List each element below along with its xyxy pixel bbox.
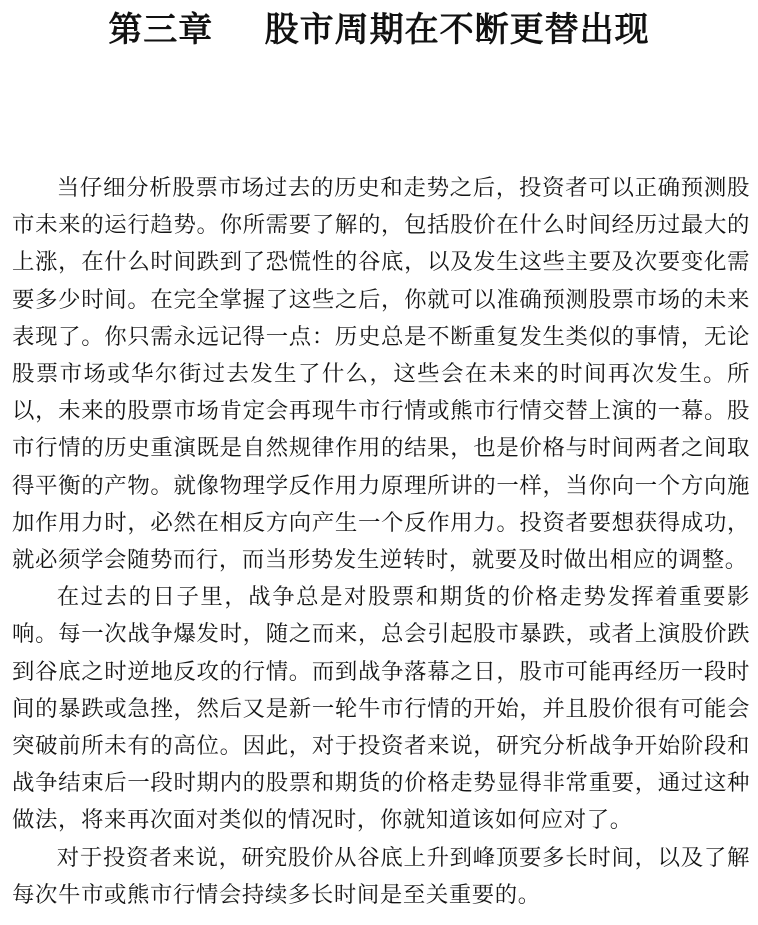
paragraph-3: 对于投资者来说，研究股价从谷底上升到峰顶要多长时间，以及了解每次牛市或熊市行情会持续多长时间是至关重要的。: [12, 844, 750, 908]
chapter-body: [12, 170, 750, 914]
paragraph-1: 当仔细分析股票市场过去的历史和走势之后，投资者可以正确预测股市未来的运行趋势。你所需要了解的，包括股价在什么时间经历过最大的上涨，在什么时间跌到了恐慌性的谷底，以及发生这些主要及次要变化需要多少时间。在完全掌握了这些之后，你就可以准确预测股票市场的未来表现了。你只需永远记得一点：历史总是不断重复发生类似的事情，无论股票市场或华尔街过去发生了什么，这些会在未来的时间再次发生。所以，未来的股票市场肯定会再现牛市行情或熊市行情交替上演的一幕。股市行情的历史重演既是自然规律作用的结果，也是价格与时间两者之间取得平衡的产物。就像物理学反作用力原理所讲的一样，当你向一个方向施加作用力时，必然在相反方向产生一个反作用力。投资者要想获得成功，就必须学会随势而行，而当形势发生逆转时，就要及时做出相应的调整。: [12, 175, 750, 574]
paragraph-2: 在过去的日子里，战争总是对股票和期货的价格走势发挥着重要影响。每一次战争爆发时，随之而来，总会引起股市暴跌，或者上演股价跌到谷底之时逆地反攻的行情。而到战争落幕之日，股市可能再经历一段时间的暴跌或急挫，然后又是新一轮牛市行情的开始，并且股价很有可能会突破前所未有的高位。因此，对于投资者来说，研究分析战争开始阶段和战争结束后一段时期内的股票和期货的价格走势显得非常重要，通过这种做法，将来再次面对类似的情况时，你就知道该如何应对了。: [12, 584, 750, 834]
chapter-title: 第三章 股市周期在不断更替出现: [108, 10, 650, 50]
